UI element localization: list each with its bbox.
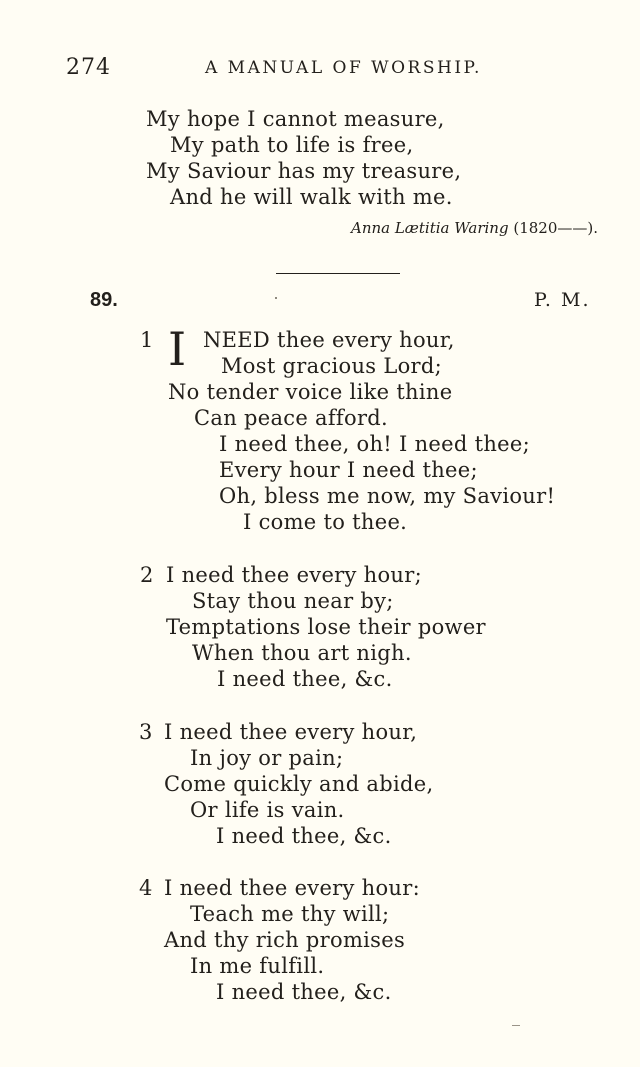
print-speck xyxy=(275,297,277,299)
verse-line: My path to life is free, xyxy=(170,133,414,157)
author-attribution xyxy=(351,219,598,237)
verse-number: 1 xyxy=(140,328,154,352)
section-divider xyxy=(276,273,400,274)
verse-line: NEED thee every hour, xyxy=(203,328,455,352)
verse-line: I need thee, &c. xyxy=(217,667,393,691)
verse-line: My hope I cannot measure, xyxy=(146,107,445,131)
verse-line: In joy or pain; xyxy=(190,746,344,770)
verse-line: And thy rich promises xyxy=(164,928,406,952)
verse-number: 4 xyxy=(139,876,153,900)
verse-line: Can peace afford. xyxy=(194,406,389,430)
author-dates: (1820——). xyxy=(513,219,598,237)
page-number: 274 xyxy=(66,55,111,80)
hymn-meter: P. M. xyxy=(534,289,591,311)
verse-line: And he will walk with me. xyxy=(170,185,453,209)
print-mark xyxy=(512,1025,520,1026)
verse-line: I need thee, oh! I need thee; xyxy=(219,432,530,456)
verse-line: Oh, bless me now, my Saviour! xyxy=(219,484,556,508)
verse-line: I need thee, &c. xyxy=(216,824,392,848)
verse-line: I need thee, &c. xyxy=(216,980,392,1004)
drop-cap: I xyxy=(168,322,187,376)
verse-line: My Saviour has my treasure, xyxy=(146,159,462,183)
verse-line: No tender voice like thine xyxy=(168,380,453,404)
running-title: A MANUAL OF WORSHIP. xyxy=(205,58,482,78)
verse-line: Stay thou near by; xyxy=(192,589,394,613)
verse-line: I need thee every hour: xyxy=(164,876,420,900)
verse-number: 3 xyxy=(139,720,153,744)
verse-line: When thou art nigh. xyxy=(192,641,412,665)
author-name: Anna Lætitia Waring xyxy=(350,219,509,237)
verse-line: Temptations lose their power xyxy=(166,615,486,639)
verse-line: Teach me thy will; xyxy=(190,902,390,926)
verse-line: In me fulfill. xyxy=(190,954,325,978)
verse-number: 2 xyxy=(140,563,154,587)
verse-line: I come to thee. xyxy=(243,510,408,534)
verse-line: I need thee every hour, xyxy=(164,720,418,744)
verse-line: Or life is vain. xyxy=(190,798,345,822)
verse-line: Every hour I need thee; xyxy=(219,458,478,482)
verse-line: I need thee every hour; xyxy=(166,563,422,587)
hymn-number: 89. xyxy=(90,289,118,311)
verse-line: Most gracious Lord; xyxy=(221,354,442,378)
verse-line: Come quickly and abide, xyxy=(164,772,434,796)
